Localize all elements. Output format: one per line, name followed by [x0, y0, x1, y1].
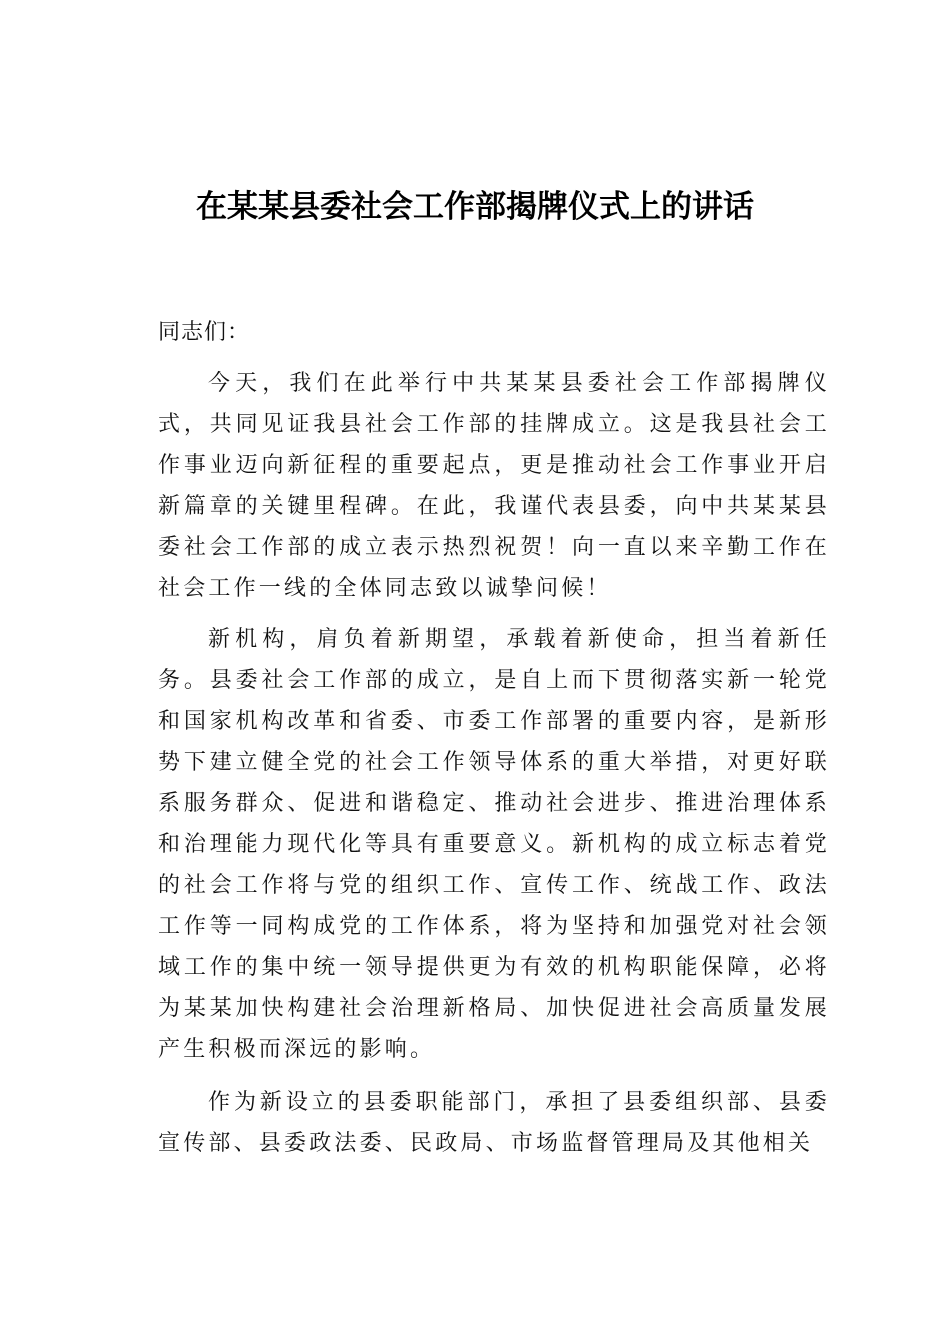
paragraph-1: 今天，我们在此举行中共某某县委社会工作部揭牌仪式，共同见证我县社会工作部的挂牌成立。这是我县社会工作事业迈向新征程的重要起点，更是推动社会工作事业开启新篇章的关键里程碑。在此，我谨代表县委，向中共某某县委社会工作部的成立表示热烈祝贺！向一直以来辛勤工作在社会工作一线的全体同志致以诚挚问候！ — [158, 371, 830, 601]
document-body — [158, 312, 830, 1164]
document-title: 在某某县委社会工作部揭牌仪式上的讲话 — [196, 189, 754, 225]
paragraph-2: 新机构，肩负着新期望，承载着新使命，担当着新任务。县委社会工作部的成立，是自上而下贯彻落实新一轮党和国家机构改革和省委、市委工作部署的重要内容，是新形势下建立健全党的社会工作领导体系的重大举措，对更好联系服务群众、促进和谐稳定、推动社会进步、推进治理体系和治理能力现代化等具有重要意义。新机构的成立标志着党的社会工作将与党的组织工作、宣传工作、统战工作、政法工作等一同构成党的工作体系，将为坚持和加强党对社会领域工作的集中统一领导提供更为有效的机构职能保障，必将为某某加快构建社会治理新格局、加快促进社会高质量发展产生积极而深远的影响。 — [158, 627, 830, 1062]
paragraph-3: 作为新设立的县委职能部门，承担了县委组织部、县委宣传部、县委政法委、民政局、市场监督管理局及其他相关 — [158, 1090, 830, 1156]
salutation: 同志们： — [158, 320, 251, 345]
